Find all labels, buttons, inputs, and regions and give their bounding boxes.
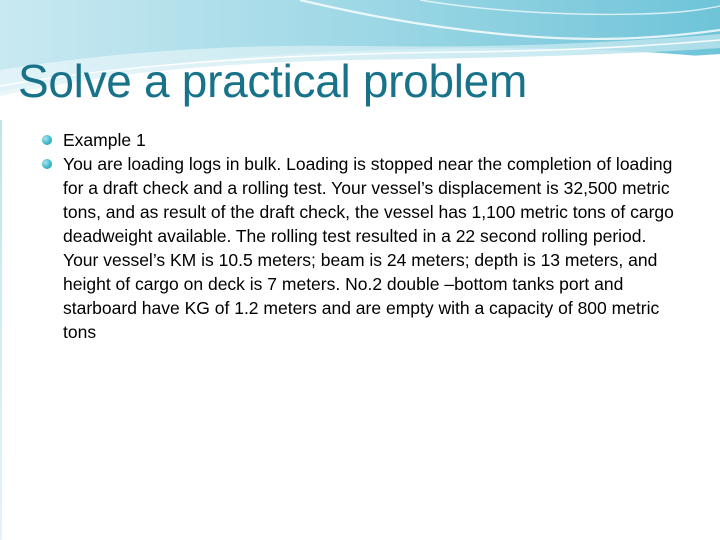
circle-bullet-icon bbox=[42, 159, 52, 169]
circle-bullet-icon bbox=[42, 135, 52, 145]
bullet-item-problem bbox=[42, 152, 682, 344]
bullet-list bbox=[42, 128, 682, 344]
left-border-line bbox=[0, 120, 2, 540]
bullet-text: Example 1 bbox=[63, 130, 146, 150]
bullet-item-example bbox=[42, 128, 682, 152]
slide-title: Solve a practical problem bbox=[18, 55, 527, 107]
bullet-text: You are loading logs in bulk. Loading is stopped near the completion of loading for a draft check and a rolling test. Your vessel’s displacement is 32,500 metric tons, and as result of the draft check, the vessel has 1,100 metric tons of cargo deadweight available. The rolling test resulted in a 22 second rolling period. Your vessel’s KM is 10.5 meters; beam is 24 meters; depth is 13 meters, and height of cargo on deck is 7 meters. No.2 double –bottom tanks port and starboard have KG of 1.2 meters and are empty with a capacity of 800 metric tons bbox=[63, 154, 674, 342]
